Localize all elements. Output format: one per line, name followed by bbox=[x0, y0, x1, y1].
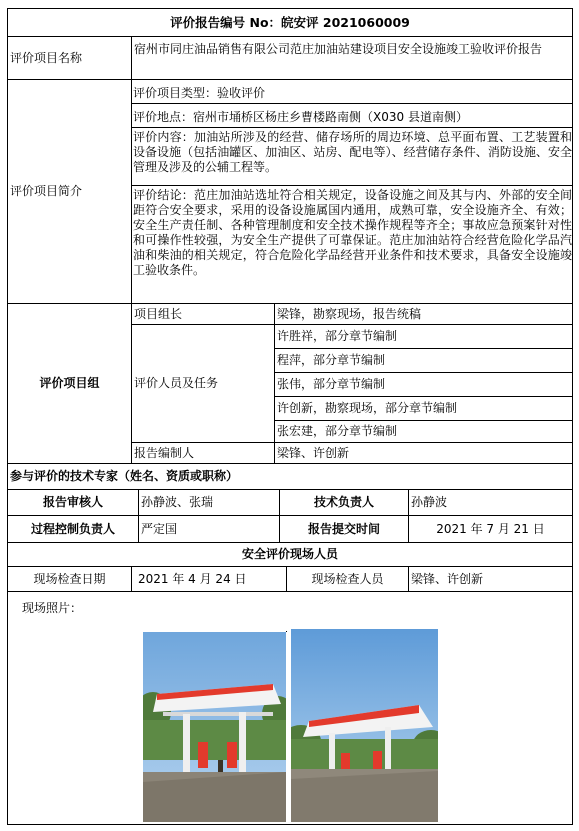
member-item: 许胜祥，部分章节编制 bbox=[274, 324, 572, 348]
site-people-label: 现场检查人员 bbox=[286, 566, 408, 591]
member-item: 张宏建，部分章节编制 bbox=[274, 420, 572, 442]
project-name-label: 评价项目名称 bbox=[8, 36, 131, 79]
project-name-value: 宿州市同庄油品销售有限公司范庄加油站建设项目安全设施竣工验收评价报告 bbox=[131, 36, 572, 79]
member-item: 程萍，部分章节编制 bbox=[274, 348, 572, 372]
leader-role: 项目组长 bbox=[131, 303, 274, 324]
site-photo-1 bbox=[143, 632, 286, 822]
experts-label: 参与评价的技术专家（姓名、资质或职称） bbox=[8, 463, 572, 489]
member-item: 许创新，勘察现场，部分章节编制 bbox=[274, 396, 572, 420]
intro-conclusion: 评价结论：范庄加油站选址符合相关规定，设备设施之间及其与内、外部的安全间距符合安全要求，采用的设备设施属国内通用，成熟可靠，安全设施齐全、有效；安全生产责任制、各种管理制度和安全技术操作规程等齐全；事故应急预案针对性和可操作性较强，为安全生产提供了可靠保证。范庄加油站符合经营危险化学品汽油和柴油的相关规定，符合危险化学品经营开业条件和技术要求，具备安全设施竣工验收条件。 bbox=[133, 188, 572, 277]
intro-content: 评价内容：加油站所涉及的经营、储存场所的周边环境、总平面布置、工艺装置和设备设施（包括油罐区、加油区、站房、配电等）、经营储存条件、消防设施、安全管理及涉及的公辅工程等。 bbox=[133, 130, 572, 174]
report-form bbox=[7, 8, 573, 825]
reviewer-value: 孙静波、张瑞 bbox=[138, 489, 279, 515]
intro-location: 评价地点：宿州市埇桥区杨庄乡曹楼路南侧（X030 县道南侧） bbox=[133, 110, 468, 124]
member-item: 张伟，部分章节编制 bbox=[274, 372, 572, 396]
submit-value: 2021 年 7 月 21 日 bbox=[408, 515, 572, 542]
intro-label: 评价项目简介 bbox=[8, 79, 131, 303]
team-label: 评价项目组 bbox=[8, 303, 131, 463]
intro-type: 评价项目类型：验收评价 bbox=[133, 86, 266, 100]
leader-value: 梁锋，勘察现场，报告统稿 bbox=[274, 303, 572, 324]
photos-label: 现场照片： bbox=[22, 601, 83, 615]
site-date-value: 2021 年 4 月 24 日 bbox=[131, 566, 286, 591]
submit-label: 报告提交时间 bbox=[279, 515, 408, 542]
site-title: 安全评价现场人员 bbox=[8, 542, 572, 566]
tech-lead-label: 技术负责人 bbox=[279, 489, 408, 515]
site-people-value: 梁锋、许创新 bbox=[408, 566, 572, 591]
report-number: 评价报告编号 No：皖安评 2021060009 bbox=[170, 15, 410, 30]
members-role: 评价人员及任务 bbox=[131, 324, 274, 442]
reviewer-label: 报告审核人 bbox=[8, 489, 138, 515]
compiler-role: 报告编制人 bbox=[131, 442, 274, 463]
process-label: 过程控制负责人 bbox=[8, 515, 138, 542]
process-value: 严定国 bbox=[138, 515, 279, 542]
compiler-value: 梁锋、许创新 bbox=[274, 442, 572, 463]
photos-section bbox=[8, 591, 572, 824]
site-photo-2 bbox=[291, 629, 438, 822]
tech-lead-value: 孙静波 bbox=[408, 489, 572, 515]
site-date-label: 现场检查日期 bbox=[8, 566, 131, 591]
